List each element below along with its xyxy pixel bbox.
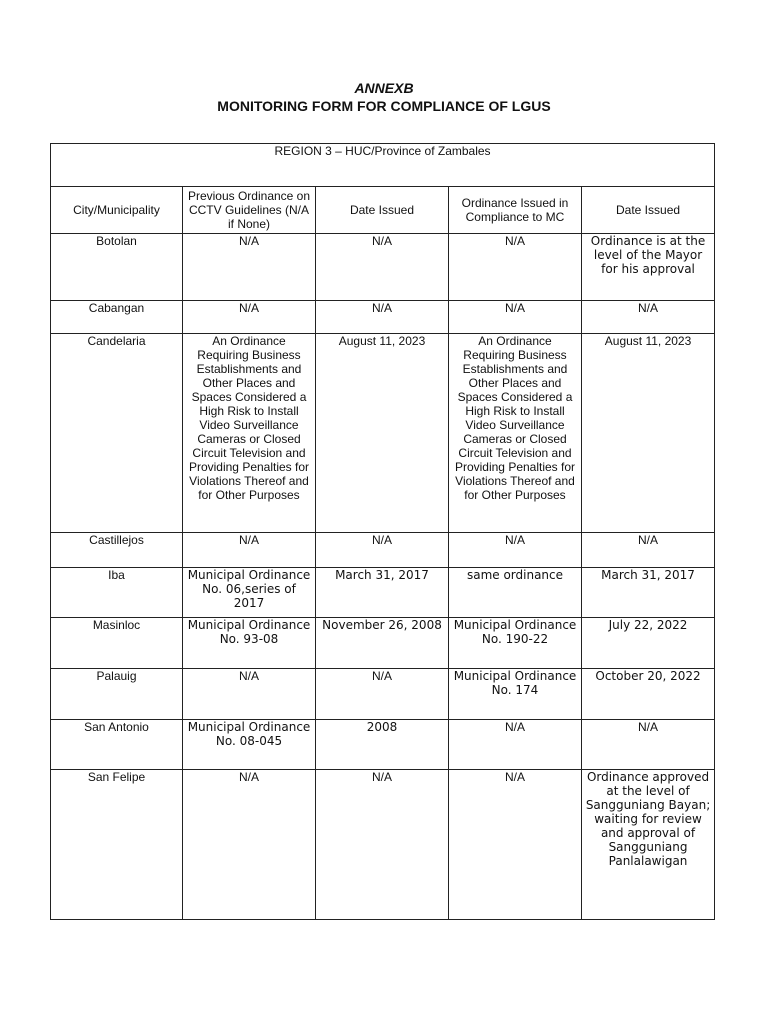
prev-ordinance-cell: N/A bbox=[183, 770, 316, 920]
table-row bbox=[51, 334, 715, 533]
city-cell: Iba bbox=[51, 568, 183, 618]
prev-date-cell: N/A bbox=[316, 301, 449, 334]
prev-date-cell: N/A bbox=[316, 669, 449, 720]
table-row bbox=[51, 234, 715, 301]
new-ordinance-cell: Municipal Ordinance No. 190-22 bbox=[449, 618, 582, 669]
prev-ordinance-cell: An Ordinance Requiring Business Establishments and Other Places and Spaces Considered a High Risk to Install Video Surveillance Cameras or Closed Circuit Television and Providing Penalties for Violations Thereof and for Other Purposes bbox=[183, 334, 316, 533]
table-row bbox=[51, 770, 715, 920]
table-row bbox=[51, 301, 715, 334]
region-title: REGION 3 – HUC/Province of Zambales bbox=[51, 144, 715, 187]
new-date-cell: July 22, 2022 bbox=[582, 618, 715, 669]
new-ordinance-cell: N/A bbox=[449, 770, 582, 920]
new-ordinance-cell: N/A bbox=[449, 720, 582, 770]
prev-date-cell: N/A bbox=[316, 533, 449, 568]
col-header-previous-ordinance: Previous Ordinance on CCTV Guidelines (N/A if None) bbox=[183, 187, 316, 234]
prev-ordinance-cell: N/A bbox=[183, 234, 316, 301]
col-header-compliance-ordinance: Ordinance Issued in Compliance to MC bbox=[449, 187, 582, 234]
prev-ordinance-cell: Municipal Ordinance No. 08-045 bbox=[183, 720, 316, 770]
prev-date-cell: 2008 bbox=[316, 720, 449, 770]
new-date-cell: N/A bbox=[582, 301, 715, 334]
table-row bbox=[51, 669, 715, 720]
city-cell: San Felipe bbox=[51, 770, 183, 920]
form-title: MONITORING FORM FOR COMPLIANCE OF LGUS bbox=[217, 98, 551, 114]
prev-date-cell: March 31, 2017 bbox=[316, 568, 449, 618]
new-ordinance-cell: N/A bbox=[449, 234, 582, 301]
prev-date-cell: November 26, 2008 bbox=[316, 618, 449, 669]
prev-date-cell: August 11, 2023 bbox=[316, 334, 449, 533]
table-row bbox=[51, 618, 715, 669]
table-row bbox=[51, 568, 715, 618]
new-date-cell: N/A bbox=[582, 533, 715, 568]
city-cell: Masinloc bbox=[51, 618, 183, 669]
compliance-table bbox=[50, 143, 715, 920]
city-cell: Palauig bbox=[51, 669, 183, 720]
prev-ordinance-cell: Municipal Ordinance No. 93-08 bbox=[183, 618, 316, 669]
col-header-city: City/Municipality bbox=[51, 187, 183, 234]
prev-ordinance-cell: N/A bbox=[183, 533, 316, 568]
col-header-compliance-date: Date Issued bbox=[582, 187, 715, 234]
new-ordinance-cell: N/A bbox=[449, 301, 582, 334]
city-cell: Cabangan bbox=[51, 301, 183, 334]
city-cell: Botolan bbox=[51, 234, 183, 301]
new-date-cell: N/A bbox=[582, 720, 715, 770]
city-cell: Castillejos bbox=[51, 533, 183, 568]
prev-date-cell: N/A bbox=[316, 770, 449, 920]
new-ordinance-cell: An Ordinance Requiring Business Establishments and Other Places and Spaces Considered a High Risk to Install Video Surveillance Cameras or Closed Circuit Television and Providing Penalties for Violations Thereof and for Other Purposes bbox=[449, 334, 582, 533]
prev-ordinance-cell: Municipal Ordinance No. 06,series of 2017 bbox=[183, 568, 316, 618]
new-date-cell: Ordinance is at the level of the Mayor for his approval bbox=[582, 234, 715, 301]
col-header-previous-date: Date Issued bbox=[316, 187, 449, 234]
new-date-cell: March 31, 2017 bbox=[582, 568, 715, 618]
new-ordinance-cell: Municipal Ordinance No. 174 bbox=[449, 669, 582, 720]
table-row bbox=[51, 533, 715, 568]
new-date-cell: Ordinance approved at the level of Sangguniang Bayan; waiting for review and approval of Sangguniang Panlalawigan bbox=[582, 770, 715, 920]
new-date-cell: October 20, 2022 bbox=[582, 669, 715, 720]
prev-date-cell: N/A bbox=[316, 234, 449, 301]
table-row bbox=[51, 720, 715, 770]
city-cell: San Antonio bbox=[51, 720, 183, 770]
prev-ordinance-cell: N/A bbox=[183, 669, 316, 720]
new-date-cell: August 11, 2023 bbox=[582, 334, 715, 533]
annex-label: ANNEXB bbox=[354, 80, 414, 96]
new-ordinance-cell: N/A bbox=[449, 533, 582, 568]
new-ordinance-cell: same ordinance bbox=[449, 568, 582, 618]
prev-ordinance-cell: N/A bbox=[183, 301, 316, 334]
city-cell: Candelaria bbox=[51, 334, 183, 533]
